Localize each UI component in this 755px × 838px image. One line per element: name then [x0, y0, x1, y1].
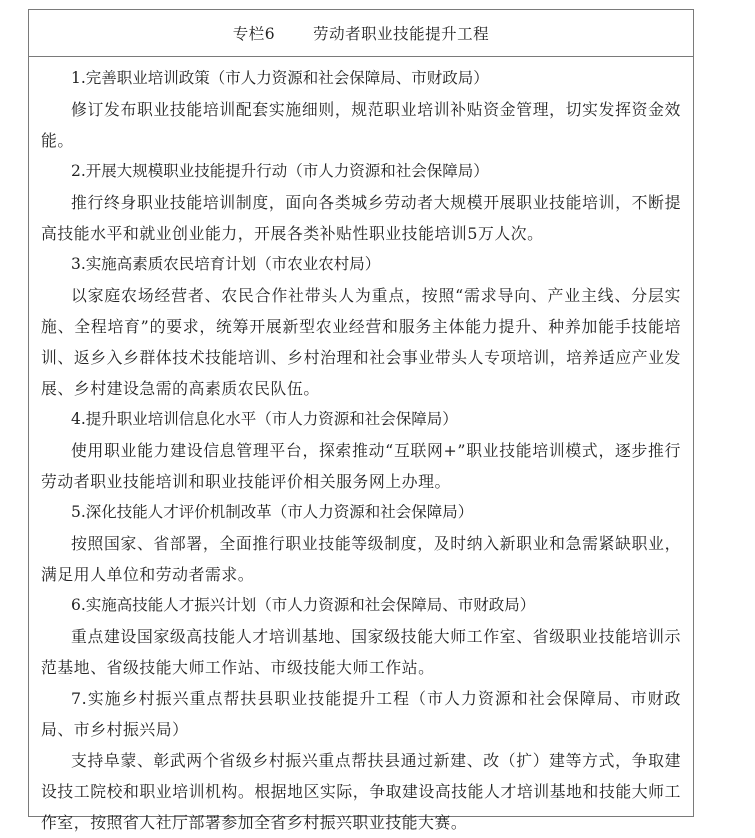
- section-6: [41, 590, 681, 683]
- section-body: 重点建设国家级高技能人才培训基地、国家级技能大师工作室、省级职业技能培训示范基地、省级技能大师工作站、市级技能大师工作站。: [41, 627, 681, 677]
- section-body: 修订发布职业技能培训配套实施细则，规范职业培训补贴资金管理，切实发挥资金效能。: [41, 100, 681, 150]
- section-title: 6.实施高技能人才振兴计划（市人力资源和社会保障局、市财政局）: [71, 596, 536, 614]
- section-3: [41, 249, 681, 404]
- section-1: [41, 63, 681, 156]
- column-title: 劳动者职业技能提升工程: [313, 25, 490, 43]
- section-body: 使用职业能力建设信息管理平台，探索推动“互联网+”职业技能培训模式，逐步推行劳动者职业技能培训和职业技能评价相关服务网上办理。: [41, 441, 681, 491]
- column-label: 专栏6: [232, 25, 276, 43]
- section-title: 1.完善职业培训政策（市人力资源和社会保障局、市财政局）: [71, 69, 489, 87]
- section-body: 以家庭农场经营者、农民合作社带头人为重点，按照“需求导向、产业主线、分层实施、全程培育”的要求，统筹开展新型农业经营和服务主体能力提升、种养加能手技能培训、返乡入乡群体技术技能培训、乡村治理和社会事业带头人专项培训，培养适应产业发展、乡村建设急需的高素质农民队伍。: [41, 286, 681, 398]
- section-title: 5.深化技能人才评价机制改革（市人力资源和社会保障局）: [71, 503, 474, 521]
- section-title: 2.开展大规模职业技能提升行动（市人力资源和社会保障局）: [71, 162, 489, 180]
- section-5: [41, 497, 681, 590]
- section-title: 3.实施高素质农民培育计划（市农业农村局）: [71, 255, 381, 273]
- section-body: 支持阜蒙、彰武两个省级乡村振兴重点帮扶县通过新建、改（扩）建等方式，争取建设技工院校和职业培训机构。根据地区实际，争取建设高技能人才培训基地和技能大师工作室，按照省人社厅部署参加全省乡村振兴职业技能大赛。: [41, 751, 681, 832]
- section-body: 按照国家、省部署，全面推行职业技能等级制度，及时纳入新职业和急需紧缺职业，满足用人单位和劳动者需求。: [41, 534, 681, 584]
- section-4: [41, 404, 681, 497]
- section-body: 推行终身职业技能培训制度，面向各类城乡劳动者大规模开展职业技能培训，不断提高技能水平和就业创业能力，开展各类补贴性职业技能培训5万人次。: [41, 193, 681, 243]
- column-header: [29, 10, 693, 57]
- section-7: [41, 683, 681, 838]
- section-2: [41, 156, 681, 249]
- section-title: 4.提升职业培训信息化水平（市人力资源和社会保障局）: [71, 410, 458, 428]
- column-box: [28, 9, 694, 832]
- section-title: 7.实施乡村振兴重点帮扶县职业技能提升工程（市人力资源和社会保障局、市财政局、市乡村振兴局）: [41, 689, 681, 739]
- column-content: [29, 57, 693, 838]
